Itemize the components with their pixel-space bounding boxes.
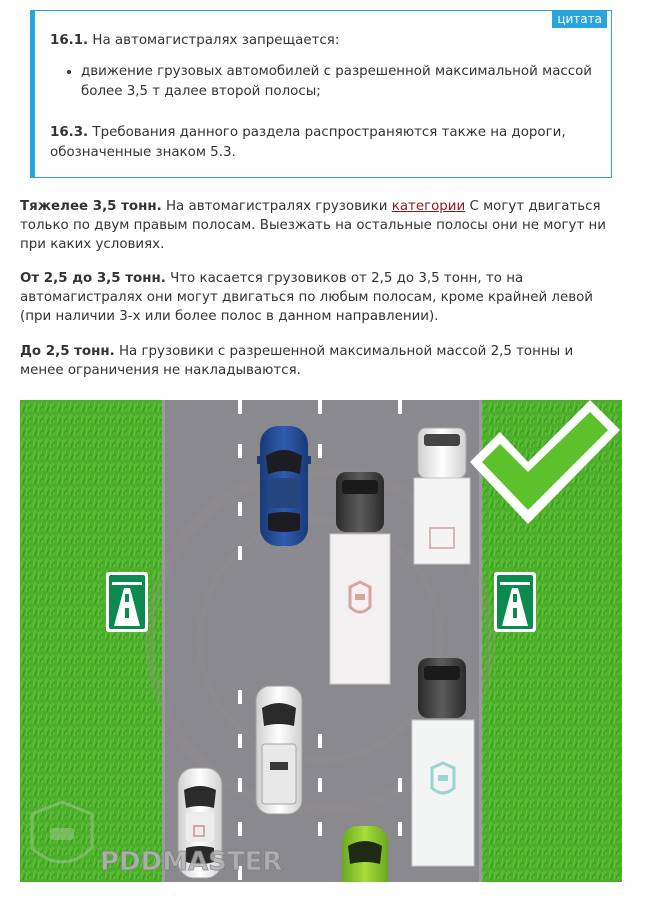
paragraph-heavy-text-b: С могут двигаться только по двум правым полосам. Выезжать на остальные полосы они не могут ни при каких условиях. bbox=[20, 199, 606, 252]
rule-16-3-text: Требования данного раздела распространяются также на дороги, обозначенные знаком 5.3. bbox=[50, 125, 566, 160]
highway-scene bbox=[20, 400, 622, 882]
motorway-sign-left bbox=[106, 572, 148, 632]
citation-block bbox=[30, 10, 612, 178]
paragraph-heavy-text-a: На автомагистралях грузовики bbox=[161, 199, 392, 214]
lime-car bbox=[342, 826, 388, 882]
paragraph-light-text: На грузовики с разрешенной максимальной массой 2,5 тонны и менее ограничения не накладываются. bbox=[20, 344, 574, 378]
category-link[interactable]: категории bbox=[391, 199, 466, 214]
paragraph-medium-title: От 2,5 до 3,5 тонн. bbox=[20, 271, 166, 286]
paragraph-medium bbox=[20, 269, 620, 326]
paragraph-light bbox=[20, 342, 620, 380]
motorway-sign-right bbox=[494, 572, 536, 632]
middle-truck bbox=[330, 472, 390, 684]
right-truck-top bbox=[414, 428, 470, 564]
rule-16-1-number: 16.1. bbox=[50, 33, 89, 48]
blue-car bbox=[257, 426, 311, 546]
paragraph-heavy bbox=[20, 197, 620, 254]
right-truck-bottom bbox=[412, 658, 474, 866]
rule-16-1-text: На автомагистралях запрещается: bbox=[88, 33, 340, 48]
rule-16-3 bbox=[50, 123, 590, 163]
highway-illustration bbox=[20, 400, 622, 882]
rule-16-1 bbox=[50, 31, 590, 51]
paragraph-medium-text: Что касается грузовиков от 2,5 до 3,5 тонн, то на автомагистралях они могут двигаться по любым полосам, кроме крайней левой (при наличии 3-х или более полос в данном направлении). bbox=[20, 271, 593, 324]
rule-list-item: • движение грузовых автомобилей с разрешенной максимальной массой более 3,5 т далее второй полосы; bbox=[81, 62, 601, 102]
citation-tag: цитата bbox=[552, 11, 607, 28]
rule-16-3-number: 16.3. bbox=[50, 125, 89, 140]
white-pickup bbox=[256, 686, 302, 814]
watermark-text: PDDMASTER bbox=[100, 847, 283, 877]
paragraph-heavy-title: Тяжелее 3,5 тонн. bbox=[20, 199, 162, 214]
rule-list bbox=[61, 62, 601, 102]
paragraph-light-title: До 2,5 тонн. bbox=[20, 344, 115, 359]
